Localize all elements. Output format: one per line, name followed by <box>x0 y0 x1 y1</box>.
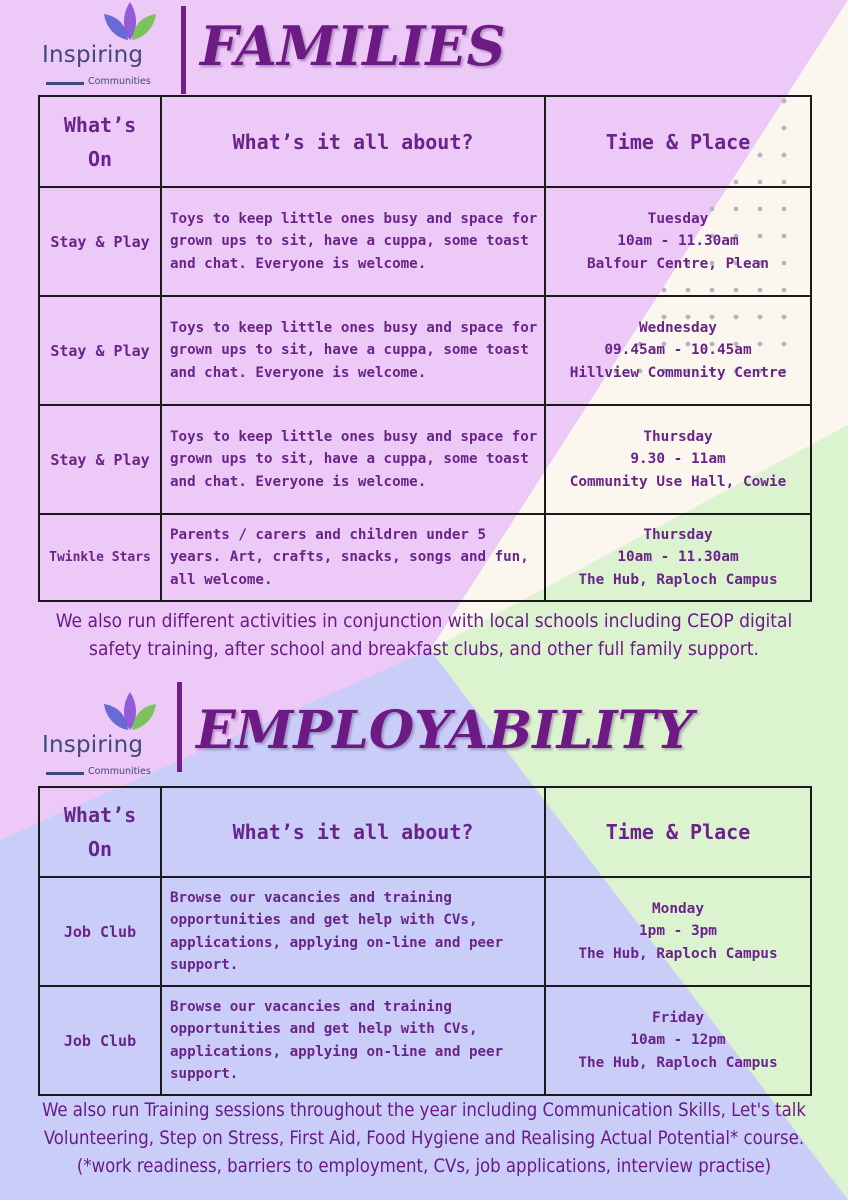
employability-schedule-table <box>38 786 812 1096</box>
activity-name: Stay & Play <box>39 405 161 514</box>
table-row <box>39 514 811 601</box>
activity-description: Browse our vacancies and training opportunities and get help with CVs, applications, applying on-line and peer support. <box>161 986 545 1095</box>
day: Friday <box>652 1009 704 1026</box>
column-header: Time & Place <box>545 787 811 877</box>
activity-description: Toys to keep little ones busy and space for grown ups to sit, have a cuppa, some toast and chat. Everyone is welcome. <box>161 405 545 514</box>
time-and-place <box>545 514 811 601</box>
heading-divider <box>177 682 182 772</box>
day: Thursday <box>643 526 713 543</box>
activity-name: Stay & Play <box>39 187 161 296</box>
activity-name: Twinkle Stars <box>39 514 161 601</box>
families-schedule-table <box>38 95 812 602</box>
day: Thursday <box>643 428 713 445</box>
note-line: safety training, after school and breakfast clubs, and other full family support. <box>89 638 759 660</box>
time-and-place <box>545 877 811 986</box>
table-row <box>39 986 811 1095</box>
place: The Hub, Raploch Campus <box>578 1054 778 1071</box>
activity-description: Browse our vacancies and training opportunities and get help with CVs, applications, applying on-line and peer support. <box>161 877 545 986</box>
time-and-place <box>545 986 811 1095</box>
note-line: (*work readiness, barriers to employment, CVs, job applications, interview practise) <box>76 1156 772 1177</box>
families-note <box>0 607 848 663</box>
place: Community Use Hall, Cowie <box>569 473 787 490</box>
employability-heading: EMPLOYABILITY <box>196 700 694 761</box>
activity-description: Toys to keep little ones busy and space for grown ups to sit, have a cuppa, some toast and chat. Everyone is welcome. <box>161 187 545 296</box>
logo-tagline: Communities <box>88 766 151 777</box>
logo-wordmark: Inspiring <box>42 42 144 68</box>
place: Hillview Community Centre <box>569 364 787 381</box>
day: Wednesday <box>639 319 717 336</box>
day: Monday <box>652 900 704 917</box>
time: 10am - 11.30am <box>617 233 739 250</box>
column-header: What’s On <box>39 787 161 877</box>
activity-description: Toys to keep little ones busy and space for grown ups to sit, have a cuppa, some toast and chat. Everyone is welcome. <box>161 296 545 405</box>
note-line: We also run Training sessions throughout the year including Communication Skills, Let's talk <box>42 1100 806 1121</box>
time: 09.45am - 10.45am <box>604 342 752 359</box>
logo-underline <box>46 772 84 775</box>
time: 10am - 12pm <box>630 1032 726 1049</box>
inspiring-communities-logo <box>42 0 182 95</box>
table-row <box>39 187 811 296</box>
place: Balfour Centre, Plean <box>587 255 769 272</box>
inspiring-communities-logo <box>42 690 182 785</box>
time-and-place <box>545 296 811 405</box>
table-row <box>39 877 811 986</box>
employability-note <box>0 1097 848 1181</box>
table-header-row <box>39 787 811 877</box>
column-header: What’s it all about? <box>161 96 545 187</box>
time: 9.30 - 11am <box>630 451 726 468</box>
activity-name: Job Club <box>39 877 161 986</box>
logo-wordmark: Inspiring <box>42 732 144 758</box>
time-and-place <box>545 187 811 296</box>
time-and-place <box>545 405 811 514</box>
time: 10am - 11.30am <box>617 549 739 566</box>
table-row <box>39 296 811 405</box>
table-row <box>39 405 811 514</box>
note-line: Volunteering, Step on Stress, First Aid, Food Hygiene and Realising Actual Potential* course. <box>43 1128 805 1149</box>
lotus-petals-icon <box>100 0 160 42</box>
day: Tuesday <box>647 210 709 227</box>
logo-underline <box>46 82 84 85</box>
place: The Hub, Raploch Campus <box>578 571 778 588</box>
lotus-petals-icon <box>100 690 160 732</box>
column-header: What’s On <box>39 96 161 187</box>
place: The Hub, Raploch Campus <box>578 945 778 962</box>
column-header: Time & Place <box>545 96 811 187</box>
heading-divider <box>181 6 186 94</box>
note-line: We also run different activities in conjunction with local schools including CEOP digital <box>55 610 793 632</box>
families-heading: FAMILIES <box>200 14 506 78</box>
activity-name: Job Club <box>39 986 161 1095</box>
activity-description: Parents / carers and children under 5 years. Art, crafts, snacks, songs and fun, all welcome. <box>161 514 545 601</box>
table-header-row <box>39 96 811 187</box>
column-header: What’s it all about? <box>161 787 545 877</box>
logo-tagline: Communities <box>88 76 151 87</box>
activity-name: Stay & Play <box>39 296 161 405</box>
time: 1pm - 3pm <box>639 923 717 940</box>
